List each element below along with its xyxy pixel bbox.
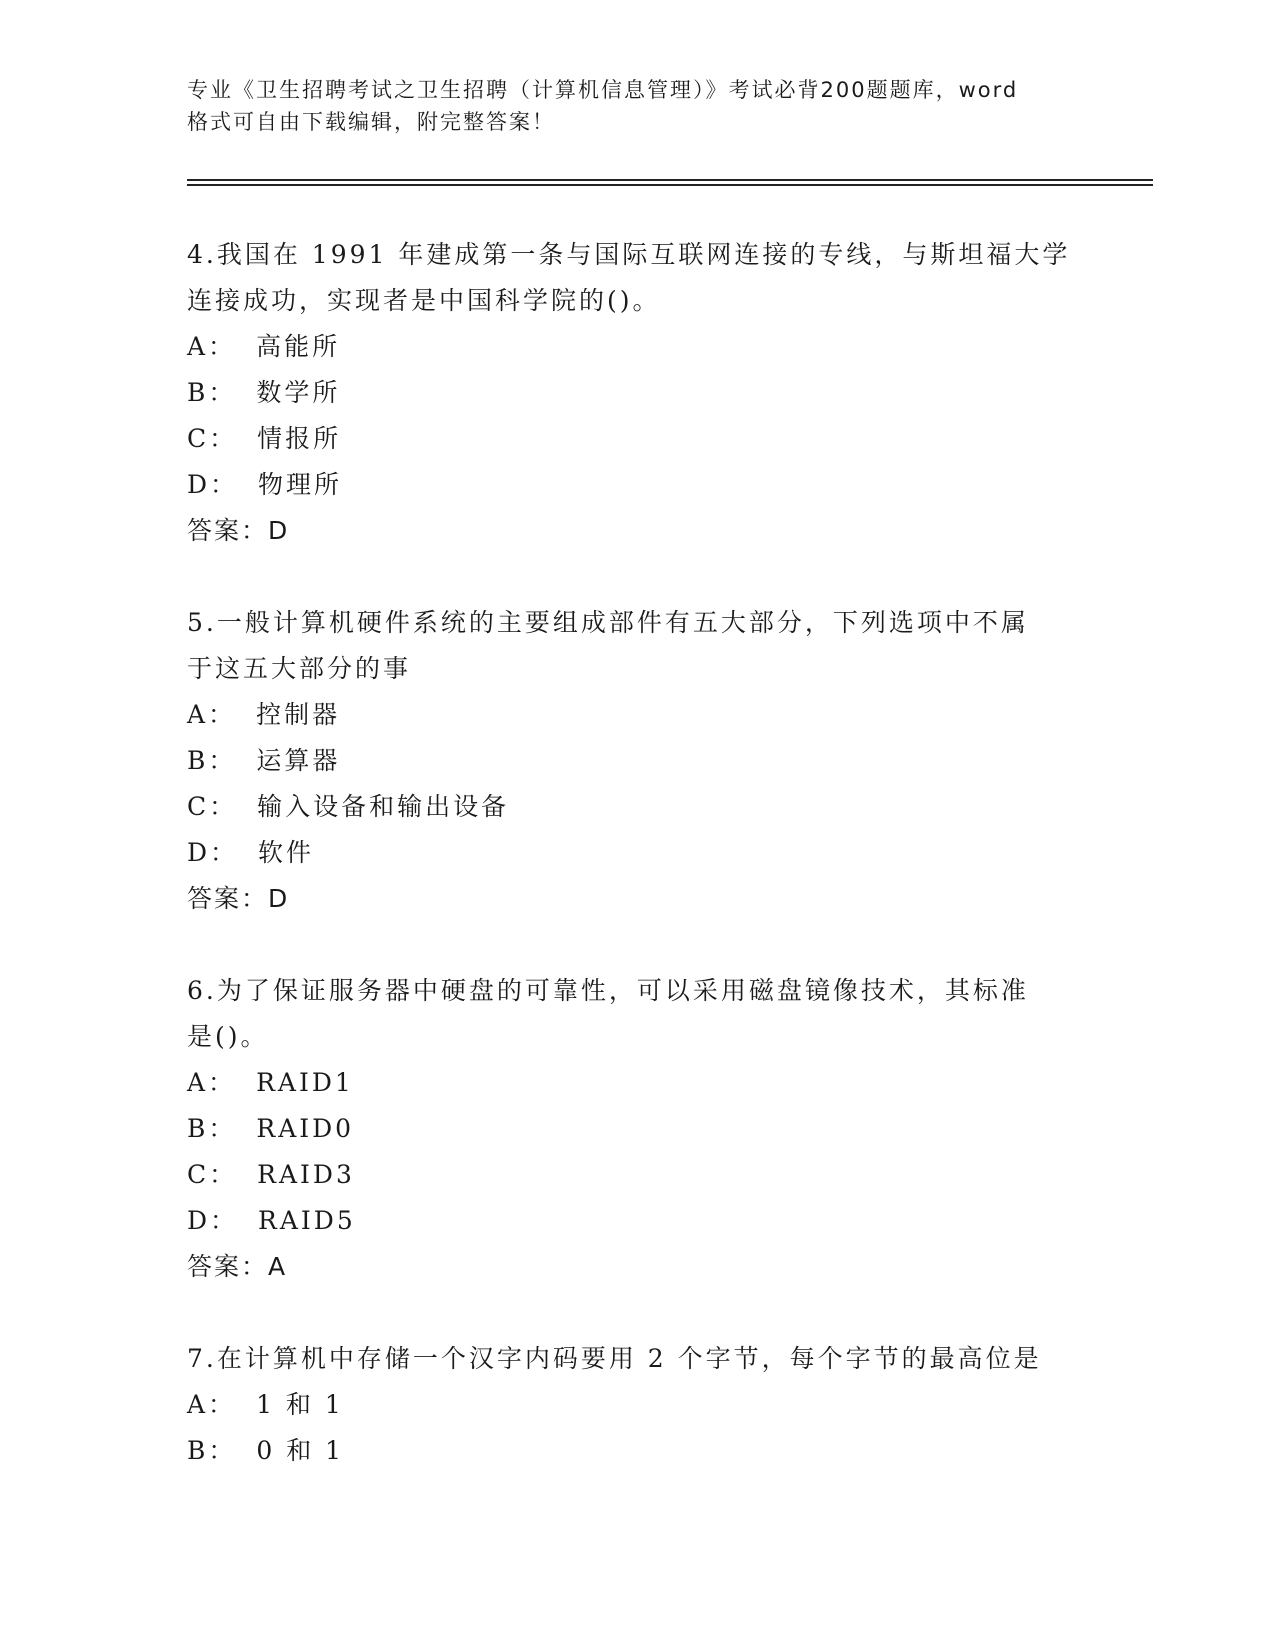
option-b xyxy=(187,1106,1087,1152)
header-divider-top xyxy=(187,179,1153,181)
option-text: 情报所 xyxy=(257,424,342,453)
option-text: RAID0 xyxy=(256,1114,355,1143)
header-line-2: 格式可自由下载编辑，附完整答案！ xyxy=(187,110,555,134)
option-text: 输入设备和输出设备 xyxy=(257,792,510,821)
question-stem: 4.我国在 1991 年建成第一条与国际互联网连接的专线，与斯坦福大学 xyxy=(187,240,1071,269)
option-key: C： xyxy=(187,424,238,453)
option-text: 物理所 xyxy=(258,470,343,499)
option-a xyxy=(187,324,1087,370)
option-a xyxy=(187,1060,1087,1106)
option-text: 1 和 1 xyxy=(256,1390,344,1419)
option-d xyxy=(187,462,1087,508)
question-stem: 6.为了保证服务器中硬盘的可靠性，可以采用磁盘镜像技术，其标准 xyxy=(187,976,1029,1005)
option-text: 高能所 xyxy=(256,332,341,361)
document-header xyxy=(187,74,1087,138)
question-4 xyxy=(187,232,1087,554)
option-text: 0 和 1 xyxy=(256,1436,345,1465)
option-b xyxy=(187,370,1087,416)
option-c xyxy=(187,1152,1087,1198)
option-a xyxy=(187,692,1087,738)
option-text: RAID5 xyxy=(258,1206,356,1235)
option-key: B： xyxy=(187,746,237,775)
question-7 xyxy=(187,1336,1087,1474)
option-key: D： xyxy=(187,470,239,499)
option-d xyxy=(187,830,1087,876)
question-stem: 5.一般计算机硬件系统的主要组成部件有五大部分，下列选项中不属 xyxy=(187,608,1029,637)
option-key: D： xyxy=(187,838,239,867)
header-divider-bottom xyxy=(187,184,1153,186)
option-text: 控制器 xyxy=(256,700,341,729)
option-key: D： xyxy=(187,1206,239,1235)
option-text: 软件 xyxy=(258,838,315,867)
answer-line: 答案：D xyxy=(187,884,290,913)
question-list xyxy=(187,232,1087,1520)
option-c xyxy=(187,784,1087,830)
question-stem-continued: 连接成功，实现者是中国科学院的()。 xyxy=(187,286,661,315)
answer-line: 答案：A xyxy=(187,1252,288,1281)
option-text: RAID1 xyxy=(256,1068,354,1097)
option-key: C： xyxy=(187,792,238,821)
question-6 xyxy=(187,968,1087,1290)
question-5 xyxy=(187,600,1087,922)
option-key: B： xyxy=(187,1114,237,1143)
option-key: A： xyxy=(187,332,237,361)
option-key: B： xyxy=(187,1436,237,1465)
option-b xyxy=(187,1428,1087,1474)
option-key: B： xyxy=(187,378,237,407)
option-c xyxy=(187,416,1087,462)
option-text: 数学所 xyxy=(256,378,341,407)
header-line-1: 专业《卫生招聘考试之卫生招聘（计算机信息管理）》考试必背200题题库，word xyxy=(187,78,1019,102)
option-key: A： xyxy=(187,1390,237,1419)
question-stem-continued: 是()。 xyxy=(187,1022,269,1051)
option-key: A： xyxy=(187,700,237,729)
option-text: 运算器 xyxy=(256,746,341,775)
question-stem: 7.在计算机中存储一个汉字内码要用 2 个字节，每个字节的最高位是 xyxy=(187,1344,1042,1373)
option-key: A： xyxy=(187,1068,237,1097)
option-d xyxy=(187,1198,1087,1244)
question-stem-continued: 于这五大部分的事 xyxy=(187,654,412,683)
option-key: C： xyxy=(187,1160,238,1189)
option-a xyxy=(187,1382,1087,1428)
answer-line: 答案：D xyxy=(187,516,290,545)
option-b xyxy=(187,738,1087,784)
option-text: RAID3 xyxy=(257,1160,355,1189)
